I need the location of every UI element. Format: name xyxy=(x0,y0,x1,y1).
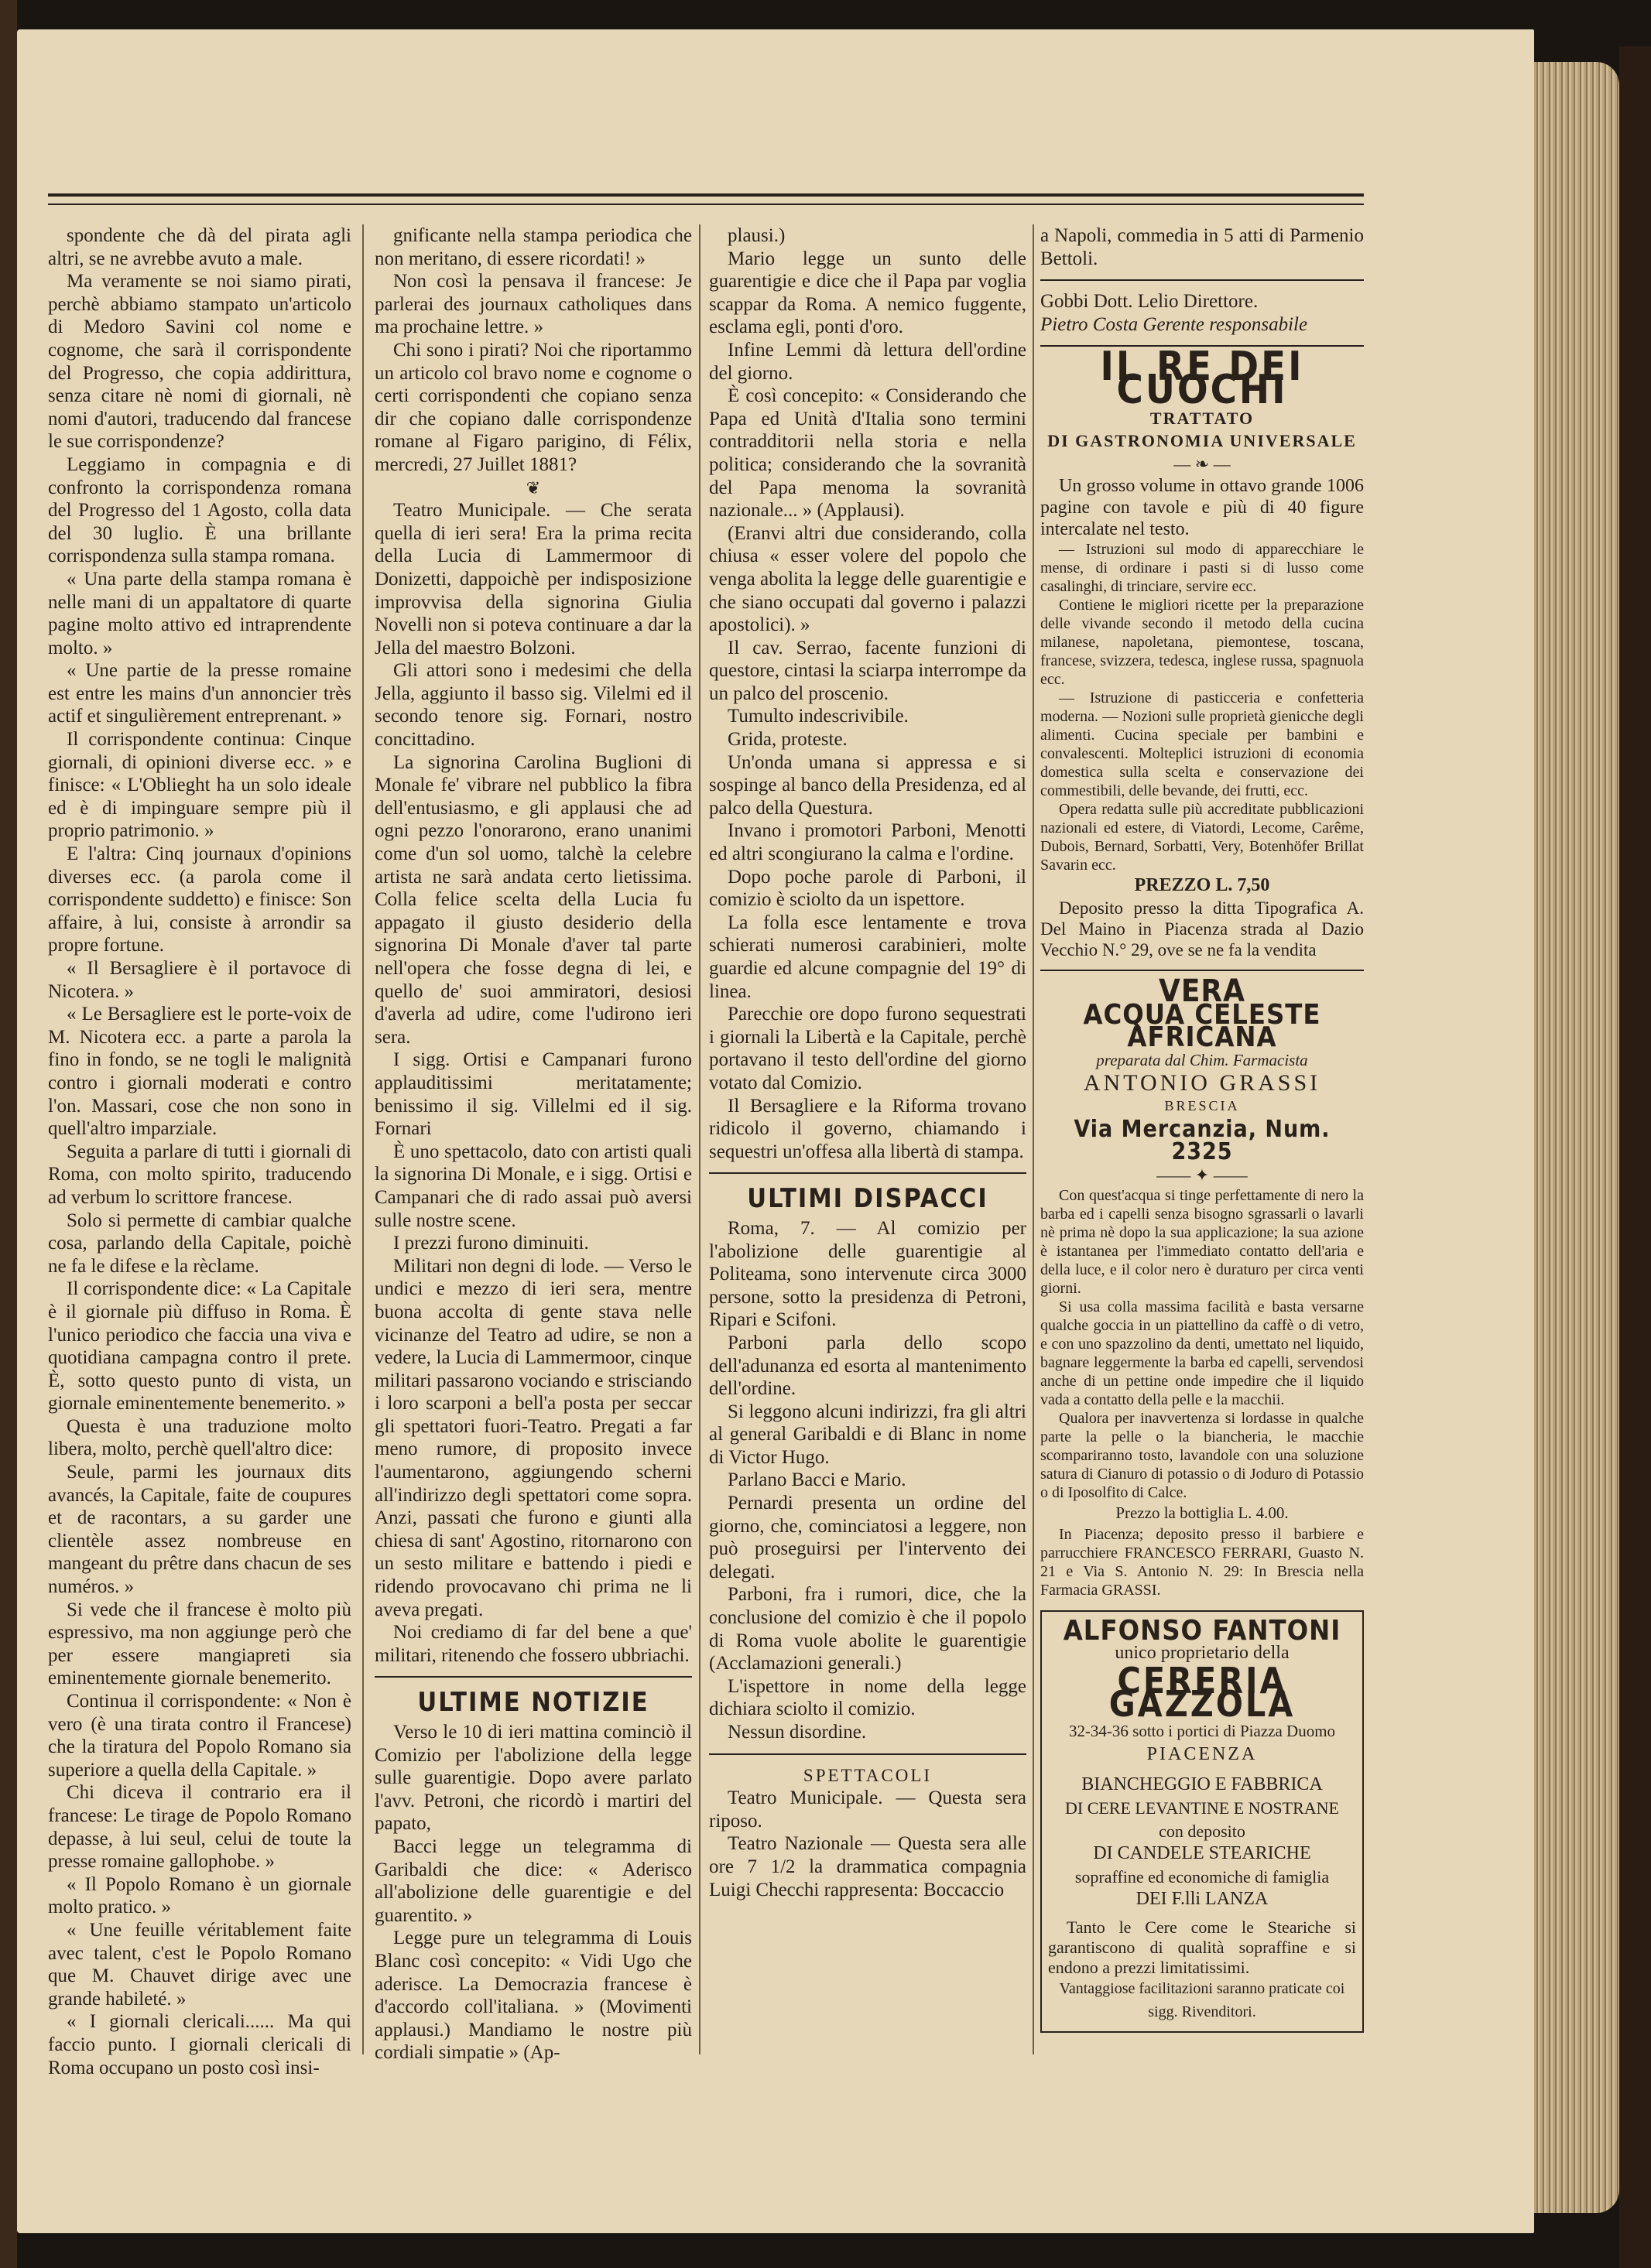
ad3-address: 32-34-36 sotto i portici di Piazza Duomo xyxy=(1068,1722,1336,1741)
paragraph: Teatro Nazionale — Questa sera alle ore 7 1/2 la drammatica compagnia Luigi Checchi rappresenta: Boccaccio xyxy=(709,1833,1026,1900)
paragraph: « Il Popolo Romano è un giornale molto pratico. » xyxy=(48,1873,351,1918)
column-divider xyxy=(699,224,700,2054)
paragraph: Solo si permette di cambiar qualche cosa, parlando della Capitale, poichè ne fa le difese e la rèclame. xyxy=(48,1209,351,1277)
ad-re-dei-cuochi xyxy=(1040,344,1364,960)
header-rule xyxy=(48,193,1364,205)
section-rule xyxy=(709,1753,1026,1755)
ad1-deposit: Deposito presso la ditta Tipografica A. Del Maino in Piacenza strada al Dazio Vecchio N.° 29, ove se ne fa la vendita xyxy=(1040,898,1364,960)
ad3-city: PIACENZA xyxy=(1146,1743,1258,1764)
paragraph: Il corrispondente dice: « La Capitale è il giornale più diffuso in Roma. È l'unico periodico che faccia una viva e quotidiana campagna contro il prete. È, sotto questo punto di vista, un giornale eminentemente benemerito. » xyxy=(48,1278,351,1415)
paragraph: « Le Bersagliere est le porte-voix de M. Nicotera ecc. a parte a parola la fino in fondo, se ne togli le malignità contro i giornali moderati e contro l'on. Massari, cose che non sono in quell'altro imparziale. xyxy=(48,1004,351,1140)
paragraph: Bacci legge un telegramma di Garibaldi che dice: « Aderisco all'abolizione delle guarentigie e del guarentito. » xyxy=(375,1835,692,1926)
paragraph: Teatro Municipale. — Che serata quella di ieri sera! Era la prima recita della Lucia di Lammermoor di Donizetti, dappoichè per indisposizione improvvisa della signorina Giulia Novelli non si poteva continuare a dar la Jella del maestro Bolzoni. xyxy=(375,500,692,659)
paragraph: Questa è una traduzione molto libera, molto, perchè quell'altro dice: xyxy=(48,1415,351,1460)
paragraph: « Il Bersagliere è il portavoce di Nicotera. » xyxy=(48,958,351,1002)
local-news xyxy=(375,499,692,1667)
section-rule xyxy=(1040,970,1364,971)
column-4 xyxy=(1040,224,1364,2033)
ad2-address: Via Mercanzia, Num. 2325 xyxy=(1074,1115,1331,1166)
ad2-name: ANTONIO GRASSI xyxy=(1083,1070,1321,1096)
spettacoli-body xyxy=(709,1787,1026,1901)
section-rule xyxy=(1040,279,1364,281)
column-divider xyxy=(1033,224,1034,2054)
ultime-notizie-body xyxy=(375,1721,692,2064)
heading-ultimi-dispacci: ULTIMI DISPACCI xyxy=(747,1183,988,1215)
paragraph: Parboni, fra i rumori, dice, che la conclusione del comizio è che il popolo di Roma vuole abolite le guarentigie (Acclamazioni generali.) xyxy=(709,1584,1026,1674)
ad3-title: CERERIA GAZZOLA xyxy=(1108,1660,1296,1725)
paragraph: Chi diceva il contrario era il francese: Le tirage de Popolo Romano depasse, à lui seul, celui de toute la presse romaine gallophobe. » xyxy=(48,1782,351,1873)
paragraph: Militari non degni di lode. — Verso le undici e mezzo di ieri sera, mentre buona accolta di gente stava nelle vicinanze del Teatro ad udire, se non a vedere, la Lucia di Lammermoor, cinque militari passarono vociando e strisciando i loro scarponi a bell'a posta per seccar gli spettatori fuori-Teatro. Pregati a far meno rumore, di proposito invece l'aumentarono, aggiungendo scherni all'indirizzo degli spettatori come sopra. Anzi, passati che furono e giunti alla chiesa di sant' Agostino, ritornarono con un sesto militare e battendo i piedi e ridendo provocavano chi prima ne li aveva pregati. xyxy=(375,1255,692,1620)
separator-ornament: ❦ xyxy=(526,477,541,498)
book-cover-right xyxy=(1619,46,1651,2268)
paragraph: « Une partie de la presse romaine est entre les mains d'un annoncier très actif et singulièrement entreprenant. » xyxy=(48,660,351,727)
paragraph: Non così la pensava il francese: Je parlerai des journaux catholiques dans ma prochaine lettre. » xyxy=(375,271,692,338)
paragraph: « I giornali clericali...... Ma qui faccio punto. I giornali clericali di Roma occupano un posto così insi- xyxy=(48,2011,351,2078)
paragraph: Infine Lemmi dà lettura dell'ordine del giorno. xyxy=(709,339,1026,384)
column-1 xyxy=(48,224,351,2079)
ad1-body: Contiene le migliori ricette per la preparazione delle vivande secondo il metodo della cucina milanese, napoletana, piemontese, toscana, francese, svizzera, tedesca, inglese russa, spagnuola ecc. xyxy=(1040,597,1364,689)
paragraph: Il corrispondente continua: Cinque giornali, di opinioni diverse ecc. » e finisce: « L'Oblieght ha un solo ideale ed è di impinguare sempre più il proprio patrimonio. » xyxy=(48,729,351,842)
ad2-body: Si usa colla massima facilità e basta versarne qualche goccia in un piattellino da caffè o di vetro, e con uno spazzolino da denti, umettato nel liquido, bagnare leggermente la barba ed capelli, servendosi anche di un pettine onde impedire che il liquido vada a contatto della pelle e la macchii. xyxy=(1040,1298,1364,1409)
paragraph: Grida, proteste. xyxy=(728,729,848,751)
ultimi-dispacci-body xyxy=(709,1217,1026,1744)
ad-cereria-gazzola xyxy=(1040,1610,1364,2033)
ad3-line: DI CANDELE STEARICHE xyxy=(1093,1843,1311,1864)
paragraph: Roma, 7. — Al comizio per l'abolizione delle guarentigie al Politeama, sono intervenute circa 3000 persone, sotto la presidenza di Petroni, Ripari e Scifoni. xyxy=(709,1217,1026,1331)
paragraph: I prezzi furono diminuiti. xyxy=(393,1233,589,1254)
theatre-continuation: a Napoli, commedia in 5 atti di Parmenio Bettoli. xyxy=(1040,225,1364,269)
comizio-report xyxy=(709,224,1026,1163)
ad2-city: BRESCIA xyxy=(1164,1097,1240,1113)
paragraph: Chi sono i pirati? Noi che riportammo un articolo col bravo nome e cognome o certi corrispondenti che copiano senza dir che copiano dalle corrispondenze romane al Figaro parigino, di Félix, mercredi, 27 Juillet 1881? xyxy=(375,339,692,475)
ad1-title: IL RE DEI CUOCHI xyxy=(1100,344,1304,413)
ad1-body: Opera redatta sulle più accreditate pubblicazioni nazionali ed estere, di Viatordi, Lecome, Carême, Dubois, Bernard, Sorbatti, Very, Botenhöfer Brillat Savarin ecc. xyxy=(1040,801,1364,874)
ad1-price: PREZZO L. 7,50 xyxy=(1134,875,1270,896)
column-divider xyxy=(362,224,364,2054)
column-2 xyxy=(375,224,692,2064)
gerente-line: Pietro Costa Gerente responsabile xyxy=(1040,313,1308,335)
ad2-title: ACQUA CELESTE AFRICANA xyxy=(1083,998,1321,1054)
paragraph: Ma veramente se noi siamo pirati, perchè abbiamo stampato un'articolo di Medoro Savini col nome e cognome, che sarà il corrispondente del Progresso, che copia addirittura, senza citare nè nomi di giornali, nè nomi d'autori, traducendo dal francese le sue corrispondenze? xyxy=(48,271,351,453)
paragraph: Il cav. Serrao, facente funzioni di questore, cintasi la sciarpa interrompe da un palco del proscenio. xyxy=(709,637,1026,704)
section-rule xyxy=(709,1172,1026,1174)
paragraph: spondente che dà del pirata agli altri, se ne avrebbe avuto a male. xyxy=(48,225,351,269)
ad1-body: Un grosso volume in ottavo grande 1006 pagine con tavole e più di 40 figure intercalate nel testo. xyxy=(1040,476,1364,540)
paragraph: Invano i promotori Parboni, Menotti ed altri scongiurano la calma e l'ordine. xyxy=(709,820,1026,865)
column-3 xyxy=(709,224,1026,1901)
book-page-edges xyxy=(1534,62,1619,2213)
ad1-subtitle: TRATTATO xyxy=(1149,408,1255,428)
ad3-owner: unico proprietario della xyxy=(1115,1643,1290,1664)
ad2-prep: preparata dal Chim. Farmacista xyxy=(1096,1050,1308,1069)
ad2-deposit: In Piacenza; deposito presso il barbiere e parrucchiere FRANCESCO FERRARI, Guasto N. 21 e Via S. Antonio N. 29: In Brescia nella Farmacia GRASSI. xyxy=(1040,1525,1364,1599)
paragraph: gnificante nella stampa periodica che non meritano, di essere ricordati! » xyxy=(375,225,692,269)
ad3-name: ALFONSO FANTONI xyxy=(1063,1614,1341,1647)
paragraph: E l'altra: Cinq journaux d'opinions diverses ecc. (a parola come il corrispondente suddetto) e finisce: Son affaire, à lui, consiste à arrondir sa propre fortune. xyxy=(48,843,351,956)
separator-ornament: — ❧ — xyxy=(1173,453,1231,474)
article-pirati-end xyxy=(375,224,692,477)
ad3-line: con deposito xyxy=(1159,1821,1245,1841)
ad1-body: — Istruzione di pasticceria e confetteria moderna. — Nozioni sulle proprietà gienicche degli alimenti. Cucina speciale per bambini e convalescenti. Molteplici istruzioni di economia domestica sulla scelta e conservazione dei commestibili, delle bevande, dei frutti, ecc. xyxy=(1040,689,1364,800)
ad3-footer: Vantaggiose facilitazioni saranno praticate coi sigg. Rivenditori. xyxy=(1059,1980,1345,2020)
ad3-line: DI CERE LEVANTINE E NOSTRANE xyxy=(1064,1798,1339,1818)
paragraph: Seule, parmi les journaux dits avancés, la Capitale, faite de coupures et de racontars, a su garder une clientèle assez nombreuse en mangeant du prêtre dans chacun de ses numéros. » xyxy=(48,1462,351,1598)
paragraph: (Eranvi altri due considerando, colla chiusa « esser volere del popolo che venga abolita la legge delle guarentigie e che siano occupati dal governo i palazzi apostolici). » xyxy=(709,522,1026,636)
separator-ornament: —— ✦ —— xyxy=(1156,1165,1248,1185)
ad3-line: BIANCHEGGIO E FABBRICA xyxy=(1081,1774,1323,1795)
heading-ultime-notizie: ULTIME NOTIZIE xyxy=(417,1687,649,1719)
paragraph: Parecchie ore dopo furono sequestrati i giornali la Libertà e la Capitale, perchè portavano il testo dell'ordine del giorno votato dal Comizio. xyxy=(709,1004,1026,1093)
ad-acqua-celeste xyxy=(1040,973,1364,1599)
paragraph: Pernardi presenta un ordine del giorno, che, cominciatosi a leggere, non può proseguirsi per l'intervento dei delegati. xyxy=(709,1493,1026,1582)
paragraph: Mario legge un sunto delle guarentigie e dice che il Papa par voglia scappar da Roma. A nemico fuggente, esclama egli, ponti d'oro. xyxy=(709,248,1026,338)
paragraph: Legge pure un telegramma di Louis Blanc così concepito: « Vidi Ugo che aderisce. La Democrazia francese è d'accordo coll'italiana. » (Movimenti applausi.) Mandiamo le nostre più cordiali simpatie » (Ap- xyxy=(375,1928,692,2064)
ad3-body: Tanto le Cere come le Steariche si garantiscono di qualità sopraffine e si endono a prezzi limitatissimi. xyxy=(1048,1917,1356,1977)
paragraph: È uno spettacolo, dato con artisti quali la signorina Di Monale, e i sigg. Ortisi e Campanari che di rado assai può aversi sulle nostre scene. xyxy=(375,1141,692,1231)
paragraph: Noi crediamo di far del bene a que' militari, ritenendo che fossero ubbriachi. xyxy=(375,1622,692,1666)
paragraph: « Una parte della stampa romana è nelle mani di un appaltatore di quarte pagine molto attivo ed intraprendente molto. » xyxy=(48,568,351,659)
paragraph: Parboni parla dello scopo dell'adunanza ed esorta al mantenimento dell'ordine. xyxy=(709,1332,1026,1400)
director-line: Gobbi Dott. Lelio Direttore. xyxy=(1040,291,1259,313)
paragraph: Teatro Municipale. — Questa sera riposo. xyxy=(709,1787,1026,1832)
paragraph: La signorina Carolina Buglioni di Monale fe' vibrare nel pubblico la fibra dell'entusiasmo, e gli applausi che ad ogni pezzo l'onorarono, erano unanimi come d'un sol uomo, talchè la celebre artista ne sarà andata certo lietissima. Colla felice scelta della Lucia fu appagato il giusto desiderio della signorina Di Monale d'aver tal parte nell'opera che fosse degna di lei, e quello de' suoi ammiratori, desiosi d'averla ad udire, come l'udirono ieri sera. xyxy=(375,751,692,1048)
paragraph: Parlano Bacci e Mario. xyxy=(728,1469,906,1491)
paragraph: Tumulto indescrivibile. xyxy=(728,706,909,727)
paragraph: I sigg. Ortisi e Campanari furono applauditissimi meritatamente; benissimo il sig. Villelmi ed il sig. Fornari xyxy=(375,1049,692,1140)
paragraph: È così concepito: « Considerando che Papa ed Unità d'Italia sono termini contradditorii nella storia e nella politica; considerando che la sovranità del Papa menoma la sovranità nazionale... » (Applausi). xyxy=(709,385,1026,522)
section-rule xyxy=(375,1676,692,1678)
paragraph: La folla esce lentamente e trova schierati numerosi carabinieri, molte guardie ed alcune compagnie del 19° di linea. xyxy=(709,912,1026,1002)
ad1-body: — Istruzioni sul modo di apparecchiare le mense, di ordinare i pasti si di lusso come casalinghi, di trinciare, servire ecc. xyxy=(1040,541,1364,596)
paragraph: Si vede che il francese è molto più espressivo, ma non aggiunge però che per essere mangiapreti sia eminentemente giornale benemerito. xyxy=(48,1599,351,1689)
book-spine-left xyxy=(0,0,17,2268)
paragraph: Verso le 10 di ieri mattina cominciò il Comizio per l'abolizione della legge sulle guarentigie. Dopo avere parlato l'avv. Petroni, che ricordò i martiri del papato, xyxy=(375,1722,692,1835)
ad2-price: Prezzo la bottiglia L. 4.00. xyxy=(1115,1503,1289,1523)
ad3-line: sopraffine ed economiche di famiglia xyxy=(1074,1866,1330,1887)
ad1-subtitle-2: DI GASTRONOMIA UNIVERSALE xyxy=(1047,431,1357,451)
paragraph: Dopo poche parole di Parboni, il comizio è sciolto da un ispettore. xyxy=(709,866,1026,911)
heading-spettacoli: SPETTACOLI xyxy=(803,1765,933,1785)
paragraph: Si leggono alcuni indirizzi, fra gli altri al general Garibaldi e di Blanc in nome di Victor Hugo. xyxy=(709,1401,1026,1468)
paragraph: Il Bersagliere e la Riforma trovano ridicolo il governo, chiamando i sequestri un'offesa alla libertà di stampa. xyxy=(709,1095,1026,1162)
paragraph: Leggiamo in compagnia e di confronto la corrispondenza romana del Progresso del 1 Agosto, colla data del 30 luglio. È una brillante corrispondenza sulla stampa romana. xyxy=(48,453,351,567)
ad2-vera: VERA xyxy=(1158,973,1245,1009)
paragraph: L'ispettore in nome della legge dichiara sciolto il comizio. xyxy=(709,1675,1026,1720)
paragraph: « Une feuille véritablement faite avec talent, c'est le Popolo Romano que M. Chauvet dirige avec une grande habileté. » xyxy=(48,1919,351,2010)
paragraph: Continua il corrispondente: « Non è vero (è una tirata contro il Francese) che la tiratura del Popolo Romano sia superiore a quella della Capitale. » xyxy=(48,1691,351,1781)
ad2-body: Con quest'acqua si tinge perfettamente di nero la barba ed i capelli senza bisogno sgrassarli o lavarli nè prima nè dopo la sua applicazione; la sua azione è istantanea per l'immediato contatto dell'aria e della luce, e il color nero è duraturo per circa venti giorni. xyxy=(1040,1187,1364,1298)
paragraph: Un'onda umana si appressa e si sospinge al banco della Presidenza, ed al palco della Questura. xyxy=(709,751,1026,819)
paragraph: Gli attori sono i medesimi che della Jella, aggiunto il basso sig. Vilelmi ed il secondo tenore sig. Fornari, nostro concittadino. xyxy=(375,660,692,751)
ad3-line: DEI F.lli LANZA xyxy=(1135,1889,1269,1910)
paragraph: Seguita a parlare di tutti i giornali di Roma, con molto spirito, traducendo ad verbum lo scrittore francese. xyxy=(48,1141,351,1208)
ad2-body: Qualora per inavvertenza si lordasse in qualche parte la pelle o la biancheria, le macchie scompariranno tosto, lavandole con una soluzione satura di Cianuro di potassio o di Joduro di Potassio o di Iposolfito di Calce. xyxy=(1040,1410,1364,1502)
paragraph: plausi.) xyxy=(728,225,786,246)
paragraph: Nessun disordine. xyxy=(728,1722,867,1743)
